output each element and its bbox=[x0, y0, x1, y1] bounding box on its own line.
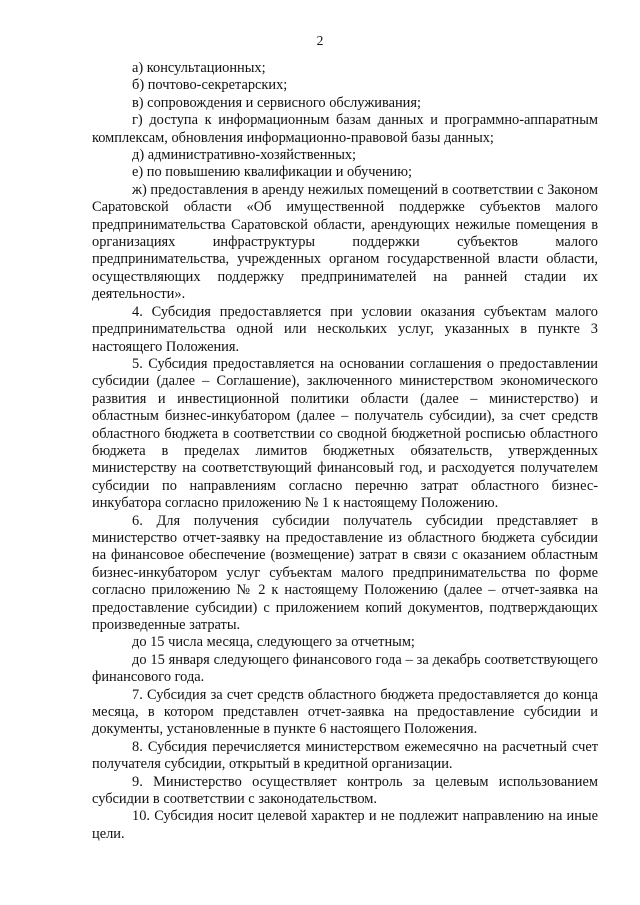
list-item-b: б) почтово-секретарских; bbox=[132, 77, 288, 94]
clause-6-deadline-2: до 15 января следующего финансового года – за декабрь соответствующего финансового года. bbox=[92, 651, 598, 686]
clause-8: 8. Субсидия перечисляется министерством ежемесячно на расчетный счет получателя субсидии, открытый в кредитной организации. bbox=[92, 738, 598, 773]
list-item-v: в) сопровождения и сервисного обслуживания; bbox=[132, 94, 421, 111]
page-number: 2 bbox=[316, 33, 324, 48]
clause-9: 9. Министерство осуществляет контроль за целевым использованием субсидии в соответствии с законодательством. bbox=[92, 773, 598, 808]
clause-6: 6. Для получения субсидии получатель субсидии представляет в министерство отчет-заявку на предоставление из областного бюджета субсидии на финансовое обеспечение (возмещение) затрат в связи с оказанием областным бизнес-инкубатором услуг субъектам малого предпринимательства по форме согласно приложению № 2 к настоящему Положению (далее – отчет-заявка на предоставление субсидии) с приложением копий документов, подтверждающих произведенные затраты. bbox=[92, 512, 598, 633]
document-body bbox=[92, 60, 598, 843]
clause-5: 5. Субсидия предоставляется на основании соглашения о предоставлении субсидии (далее – Соглашение), заключенного министерством экономического развития и инвестиционной политики области (далее – министерство) и областным бизнес-инкубатором (далее – получатель субсидии), за счет средств областного бюджета в соответствии со сводной бюджетной росписью областного бюджета в пределах лимитов бюджетных обязательств, утвержденных министерству на соответствующий финансовый год, и расходуется получателем субсидии по направлениям согласно перечню затрат областного бизнес-инкубатора согласно приложению № 1 к настоящему Положению. bbox=[92, 355, 598, 512]
list-item-g: г) доступа к информационным базам данных и программно-аппаратным комплексам, обновления информационно-правовой базы данных; bbox=[92, 112, 598, 146]
clause-4: 4. Субсидия предоставляется при условии оказания субъектам малого предпринимательства одной или нескольких услуг, указанных в пункте 3 настоящего Положения. bbox=[92, 303, 598, 355]
list-item-d: д) административно-хозяйственных; bbox=[132, 147, 357, 164]
clause-10: 10. Субсидия носит целевой характер и не подлежит направлению на иные цели. bbox=[92, 808, 598, 842]
list-item-zh: ж) предоставления в аренду нежилых помещений в соответствии с Законом Саратовской области «Об имущественной поддержке субъектов малого предпринимательства Саратовской области, арендующих нежилые помещения в организациях инфраструктуры поддержки субъектов малого предпринимательства, учрежденных органом государственной власти области, осуществляющих поддержку предпринимателей на ранней стадии их деятельности». bbox=[92, 181, 598, 303]
list-item-a: а) консультационных; bbox=[132, 60, 266, 76]
clause-6-deadline-1: до 15 числа месяца, следующего за отчетным; bbox=[132, 634, 415, 651]
list-item-e: е) по повышению квалификации и обучению; bbox=[132, 164, 412, 181]
clause-7: 7. Субсидия за счет средств областного бюджета предоставляется до конца месяца, в котором представлен отчет-заявка на предоставление субсидии и документы, установленные в пункте 6 настоящего Положения. bbox=[92, 686, 598, 738]
